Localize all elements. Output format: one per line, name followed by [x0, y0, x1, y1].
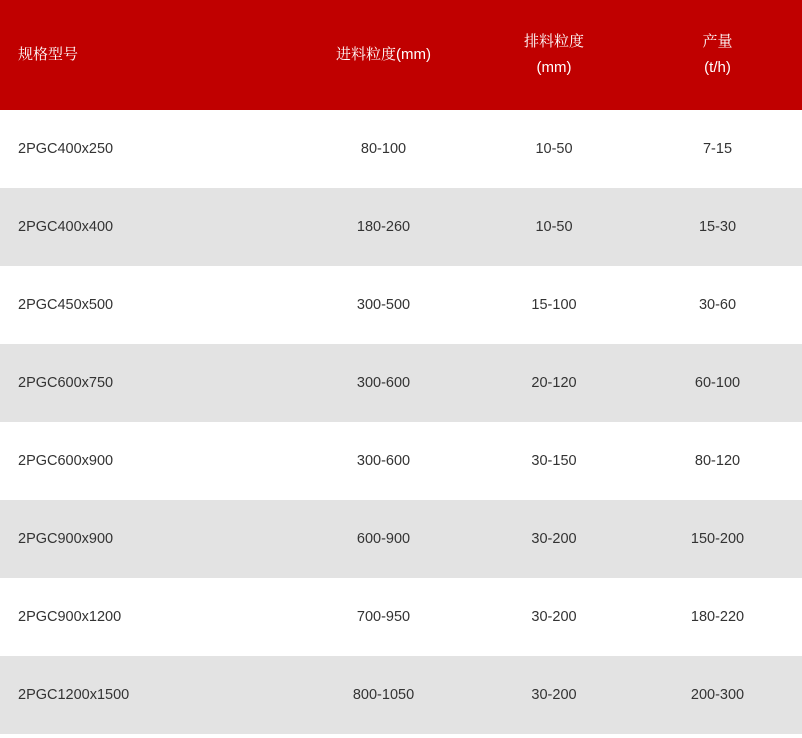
- cell-feed-size: 300-600: [292, 344, 475, 422]
- table-row: [0, 188, 802, 266]
- cell-discharge-size: 30-200: [475, 500, 633, 578]
- table-row: [0, 344, 802, 422]
- cell-feed-size: 800-1050: [292, 656, 475, 734]
- column-header-model: [0, 0, 292, 110]
- cell-feed-size: 600-900: [292, 500, 475, 578]
- cell-capacity: 30-60: [633, 266, 802, 344]
- table-header: [0, 0, 802, 110]
- table-header-row: [0, 0, 802, 110]
- cell-discharge-size: 15-100: [475, 266, 633, 344]
- column-header-discharge-size-line-1: 排料粒度: [523, 33, 584, 50]
- cell-model: 2PGC900x1200: [0, 578, 292, 656]
- cell-model: 2PGC400x250: [0, 110, 292, 188]
- column-header-model-line-1: 规格型号: [18, 46, 79, 63]
- cell-discharge-size: 10-50: [475, 110, 633, 188]
- cell-feed-size: 180-260: [292, 188, 475, 266]
- cell-feed-size: 300-600: [292, 422, 475, 500]
- cell-discharge-size: 30-200: [475, 656, 633, 734]
- cell-feed-size: 700-950: [292, 578, 475, 656]
- cell-capacity: 7-15: [633, 110, 802, 188]
- cell-feed-size: 80-100: [292, 110, 475, 188]
- cell-discharge-size: 10-50: [475, 188, 633, 266]
- table-body: [0, 110, 802, 734]
- column-header-feed-size: [292, 0, 475, 110]
- table-row: [0, 578, 802, 656]
- cell-feed-size: 300-500: [292, 266, 475, 344]
- cell-model: 2PGC1200x1500: [0, 656, 292, 734]
- table-row: [0, 500, 802, 578]
- column-header-capacity-line-2: (t/h): [704, 59, 731, 76]
- column-header-capacity: [633, 0, 802, 110]
- cell-capacity: 60-100: [633, 344, 802, 422]
- cell-discharge-size: 30-200: [475, 578, 633, 656]
- column-header-feed-size-line-1: 进料粒度(mm): [336, 46, 431, 63]
- cell-model: 2PGC600x750: [0, 344, 292, 422]
- cell-capacity: 80-120: [633, 422, 802, 500]
- cell-model: 2PGC450x500: [0, 266, 292, 344]
- cell-capacity: 150-200: [633, 500, 802, 578]
- table-row: [0, 110, 802, 188]
- column-header-discharge-size-line-2: (mm): [536, 59, 572, 76]
- table-row: [0, 422, 802, 500]
- cell-capacity: 15-30: [633, 188, 802, 266]
- table-row: [0, 266, 802, 344]
- cell-discharge-size: 20-120: [475, 344, 633, 422]
- cell-model: 2PGC900x900: [0, 500, 292, 578]
- column-header-capacity-line-1: 产量: [702, 33, 733, 50]
- cell-model: 2PGC600x900: [0, 422, 292, 500]
- cell-capacity: 200-300: [633, 656, 802, 734]
- cell-capacity: 180-220: [633, 578, 802, 656]
- cell-discharge-size: 30-150: [475, 422, 633, 500]
- cell-model: 2PGC400x400: [0, 188, 292, 266]
- table-row: [0, 656, 802, 734]
- column-header-discharge-size: [475, 0, 633, 110]
